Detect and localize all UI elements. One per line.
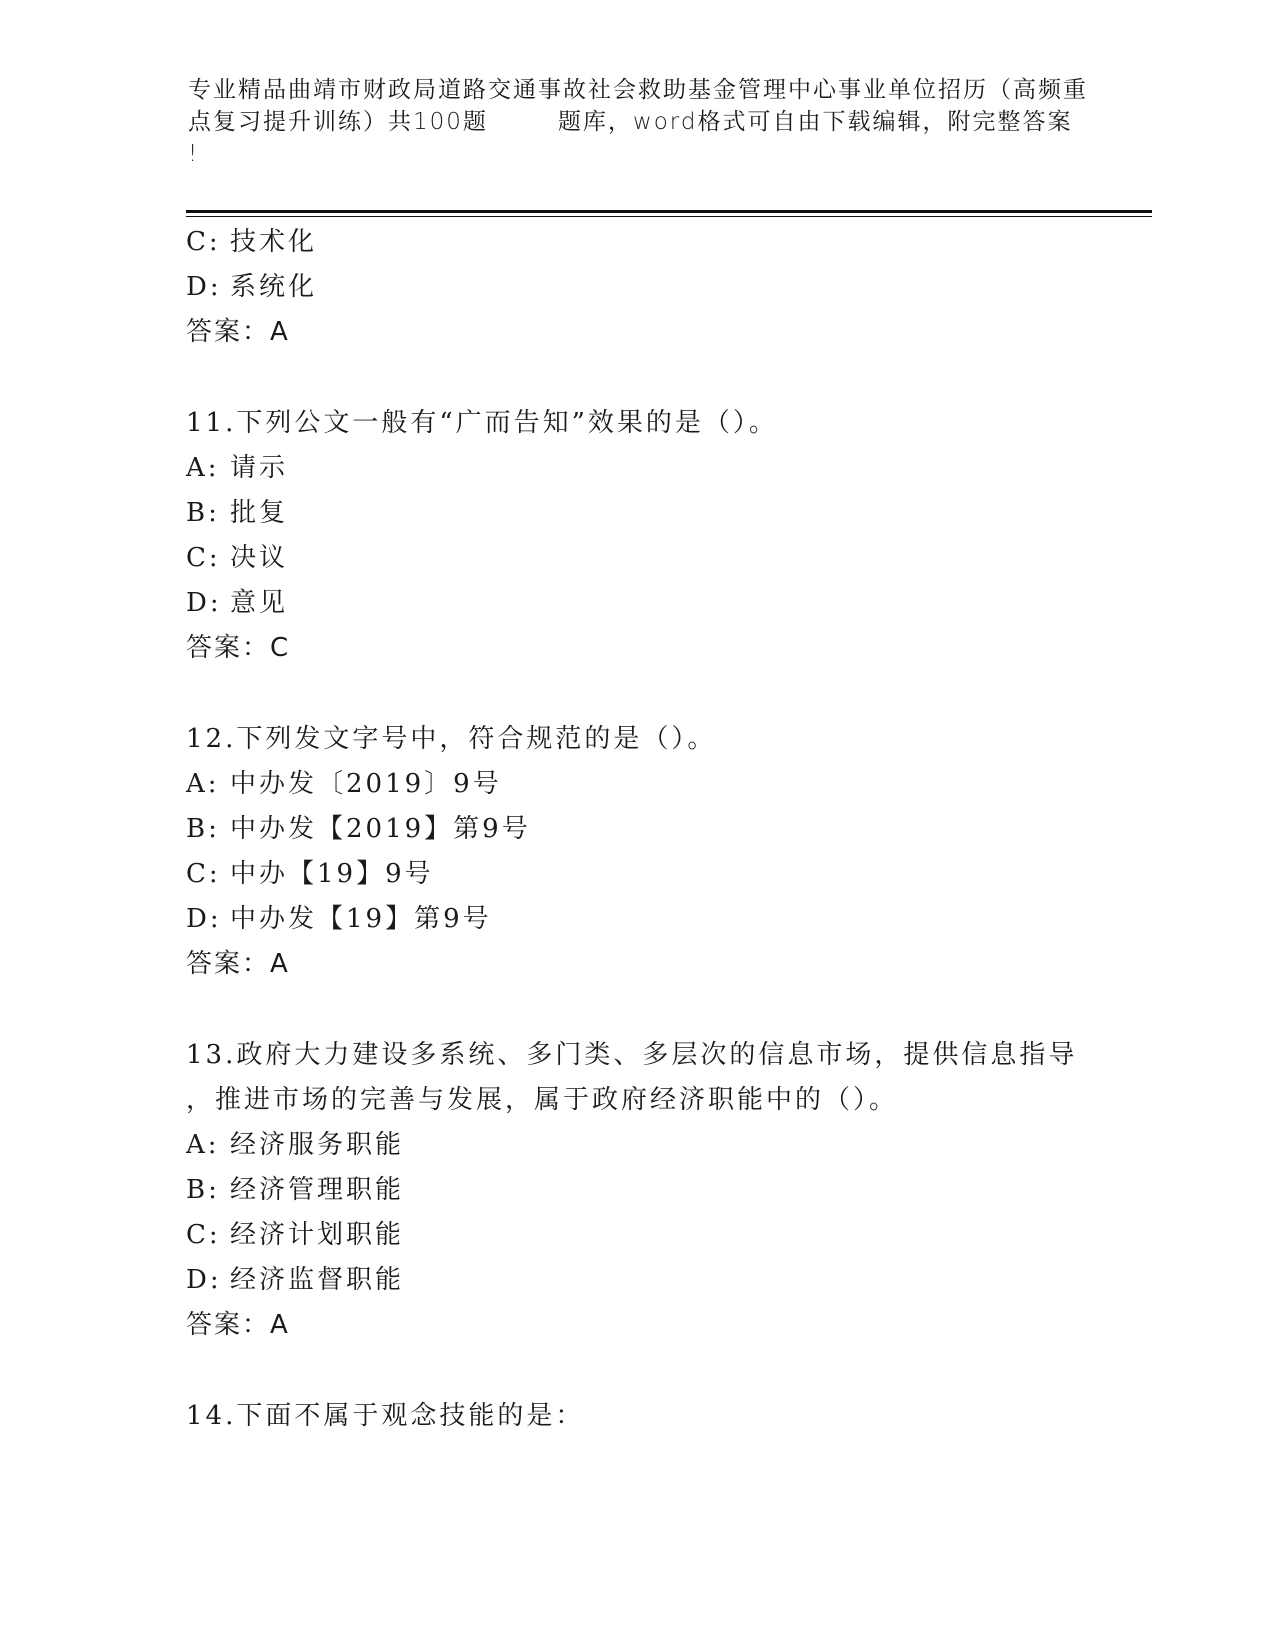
- question-12: 12.下列发文字号中，符合规范的是（）。: [186, 724, 717, 754]
- option-d: D: 经济监督职能: [186, 1265, 405, 1295]
- document-header: [188, 74, 1088, 170]
- header-line-1: 专业精品曲靖市财政局道路交通事故社会救助基金管理中心事业单位招历（高频重: [188, 77, 1088, 103]
- option-a: A: 中办发〔2019〕9号: [186, 769, 502, 799]
- option-d: D: 中办发【19】第9号: [186, 904, 492, 934]
- answer: 答案：A: [186, 949, 290, 979]
- question-13-line-1: 13.政府大力建设多系统、多门类、多层次的信息市场，提供信息指导: [186, 1040, 1078, 1070]
- question-list: [186, 220, 1166, 1439]
- option-b: B: 批复: [186, 498, 289, 528]
- option-b: B: 中办发【2019】第9号: [186, 814, 531, 844]
- question-14: 14.下面不属于观念技能的是：: [186, 1401, 585, 1431]
- question-11: 11.下列公文一般有“广而告知”效果的是（）。: [186, 408, 778, 438]
- option-c: C: 经济计划职能: [186, 1220, 405, 1250]
- question-13-line-2: ，推进市场的完善与发展，属于政府经济职能中的（）。: [186, 1085, 899, 1115]
- answer: 答案：A: [186, 1310, 290, 1340]
- option-b: B: 经济管理职能: [186, 1175, 405, 1205]
- answer: 答案：A: [186, 317, 290, 347]
- answer: 答案：C: [186, 633, 291, 663]
- option-a: A: 请示: [186, 453, 289, 483]
- option-c: C: 技术化: [186, 227, 318, 257]
- option-a: A: 经济服务职能: [186, 1130, 405, 1160]
- header-line-2: [188, 106, 1088, 138]
- header-line-2a: 点复习提升训练）共100题: [188, 109, 488, 135]
- header-line-2b: 题库，word格式可自由下载编辑，附完整答案: [557, 109, 1073, 135]
- option-c: C: 决议: [186, 543, 289, 573]
- option-d: D: 意见: [186, 588, 289, 618]
- option-c: C: 中办【19】9号: [186, 859, 434, 889]
- option-d: D: 系统化: [186, 272, 318, 302]
- header-divider: [186, 210, 1152, 217]
- header-line-3: !: [188, 141, 200, 167]
